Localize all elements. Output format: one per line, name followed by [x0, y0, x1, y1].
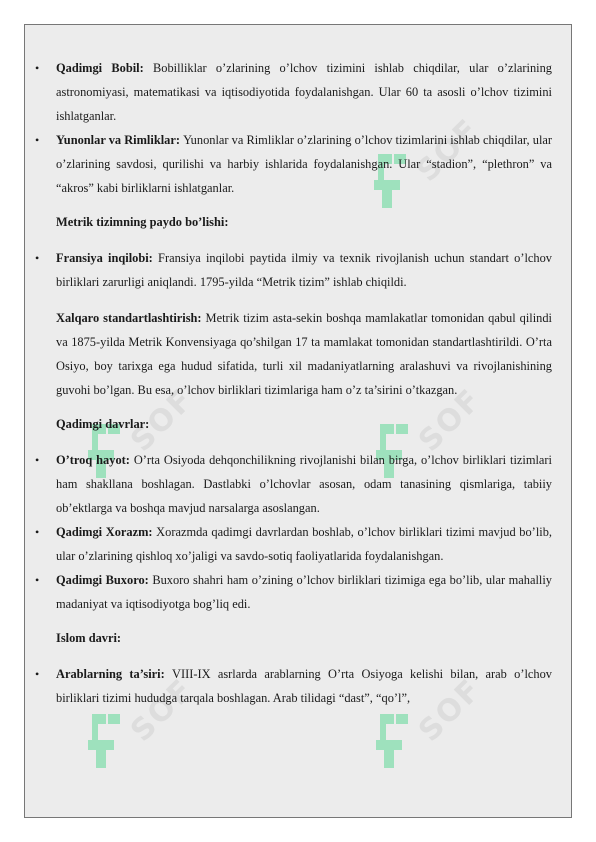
item-term: Fransiya inqilobi:	[56, 251, 159, 265]
item-text: Fransiya inqilobi paytida ilmiy va texnik rivojlanish uchun standart o’lchov birliklari zarurligi aniqlandi. 1795-yilda “Metrik tizim” ishlab chiqildi.	[56, 251, 552, 289]
watermark-text: SOF	[410, 111, 487, 189]
list-item-buxoro	[35, 568, 552, 616]
list-item-otroq	[35, 448, 552, 520]
section-heading-qadimgi: Qadimgi davrlar:	[56, 417, 150, 431]
bullet-icon: •	[35, 61, 40, 75]
bullet-icon: •	[35, 251, 40, 265]
item-text: Xorazmda qadimgi davrlardan boshlab, o’lchov birliklari tizimi mavjud bo’lib, ular o’zlarining qishloq xo’jaligi va savdo-sotiq faoliyatlarida foydalanishgan.	[56, 525, 552, 563]
bullet-icon: •	[35, 573, 40, 587]
paragraph-text: Metrik tizim asta-sekin boshqa mamlakatlar tomonidan qabul qilindi va 1875-yilda Metrik Konvensiyaga qo’shilgan 17 ta mamlakat tomonidan standartlashtirildi. O’rta Osiyo, boy tarixga ega hudud sifatida, turli xil madaniyatlarning aralashuvi va rivojlanishining guvohi bo’lgan. Bu esa, o’lchov birliklari tizimlariga ham o’z ta’sirini o’tkazgan.	[56, 311, 552, 397]
list-item-arablar	[35, 662, 552, 710]
bullet-icon: •	[35, 453, 40, 467]
item-term: Qadimgi Xorazm:	[56, 525, 157, 539]
paragraph-term: Xalqaro standartlashtirish:	[56, 311, 206, 325]
item-text: Bobilliklar o’zlarining o’lchov tizimini ishlab chiqdilar, ular o’zlarining astronomiyasi, matematikasi va iqtisodiyotida foydalanishgan. Ular 60 ta asosli o’lchov tizimini ishlatganlar.	[56, 61, 552, 123]
item-term: Qadimgi Bobil:	[56, 61, 153, 75]
item-term: Qadimgi Buxoro:	[56, 573, 153, 587]
paragraph-xalqaro	[56, 306, 552, 402]
section-heading-metrik: Metrik tizimning paydo bo’lishi:	[56, 215, 229, 229]
list-item-yunon	[35, 128, 553, 200]
item-term: Yunonlar va Rimliklar:	[56, 133, 184, 147]
bullet-icon: •	[35, 525, 40, 539]
list-item-fransiya	[35, 246, 552, 294]
item-text: Yunonlar va Rimliklar o’zlarining o’lchov tizimlarini ishlab chiqdilar, ular o’zlarining savdosi, qurilishi va harbiy ishlarida foydalanishgan. Ular “stadion”, “plethron” va “akros” kabi birliklarni ishlatganlar.	[56, 133, 553, 195]
list-item-xorazm	[35, 520, 552, 568]
watermark-text: SOF	[412, 381, 489, 459]
item-text: Buxoro shahri ham o’zining o’lchov birliklari tizimiga ega bo’lib, ular mahalliy madaniyat va iqtisodiyotga bog’liq edi.	[56, 573, 552, 611]
watermark-text: SOF	[124, 671, 201, 749]
watermark-text: SOF	[124, 381, 201, 459]
bullet-icon: •	[35, 133, 40, 147]
document-body	[35, 56, 553, 710]
item-text: VIII-IX asrlarda arablarning O’rta Osiyoga kelishi bilan, arab o’lchov birliklari tizimi hududga tarqala boshlagan. Arab tilidagi “dast”, “qo’l”,	[56, 667, 552, 705]
item-text: O’rta Osiyoda dehqonchilikning rivojlanishi bilan birga, o’lchov birliklari tizimlari ham shakllana boshlagan. Dastlabki o’lchovlar asosan, odam tanasining qismlariga, tabiiy ob’ektlarga va boshqa mavjud narsalarga asoslangan.	[56, 453, 552, 515]
watermark-text: SOF	[412, 671, 489, 749]
item-term: Arablarning ta’siri:	[56, 667, 172, 681]
item-term: O’troq hayot:	[56, 453, 134, 467]
bullet-icon: •	[35, 667, 40, 681]
list-item-bobil	[35, 56, 552, 128]
section-heading-islom: Islom davri:	[56, 631, 122, 645]
